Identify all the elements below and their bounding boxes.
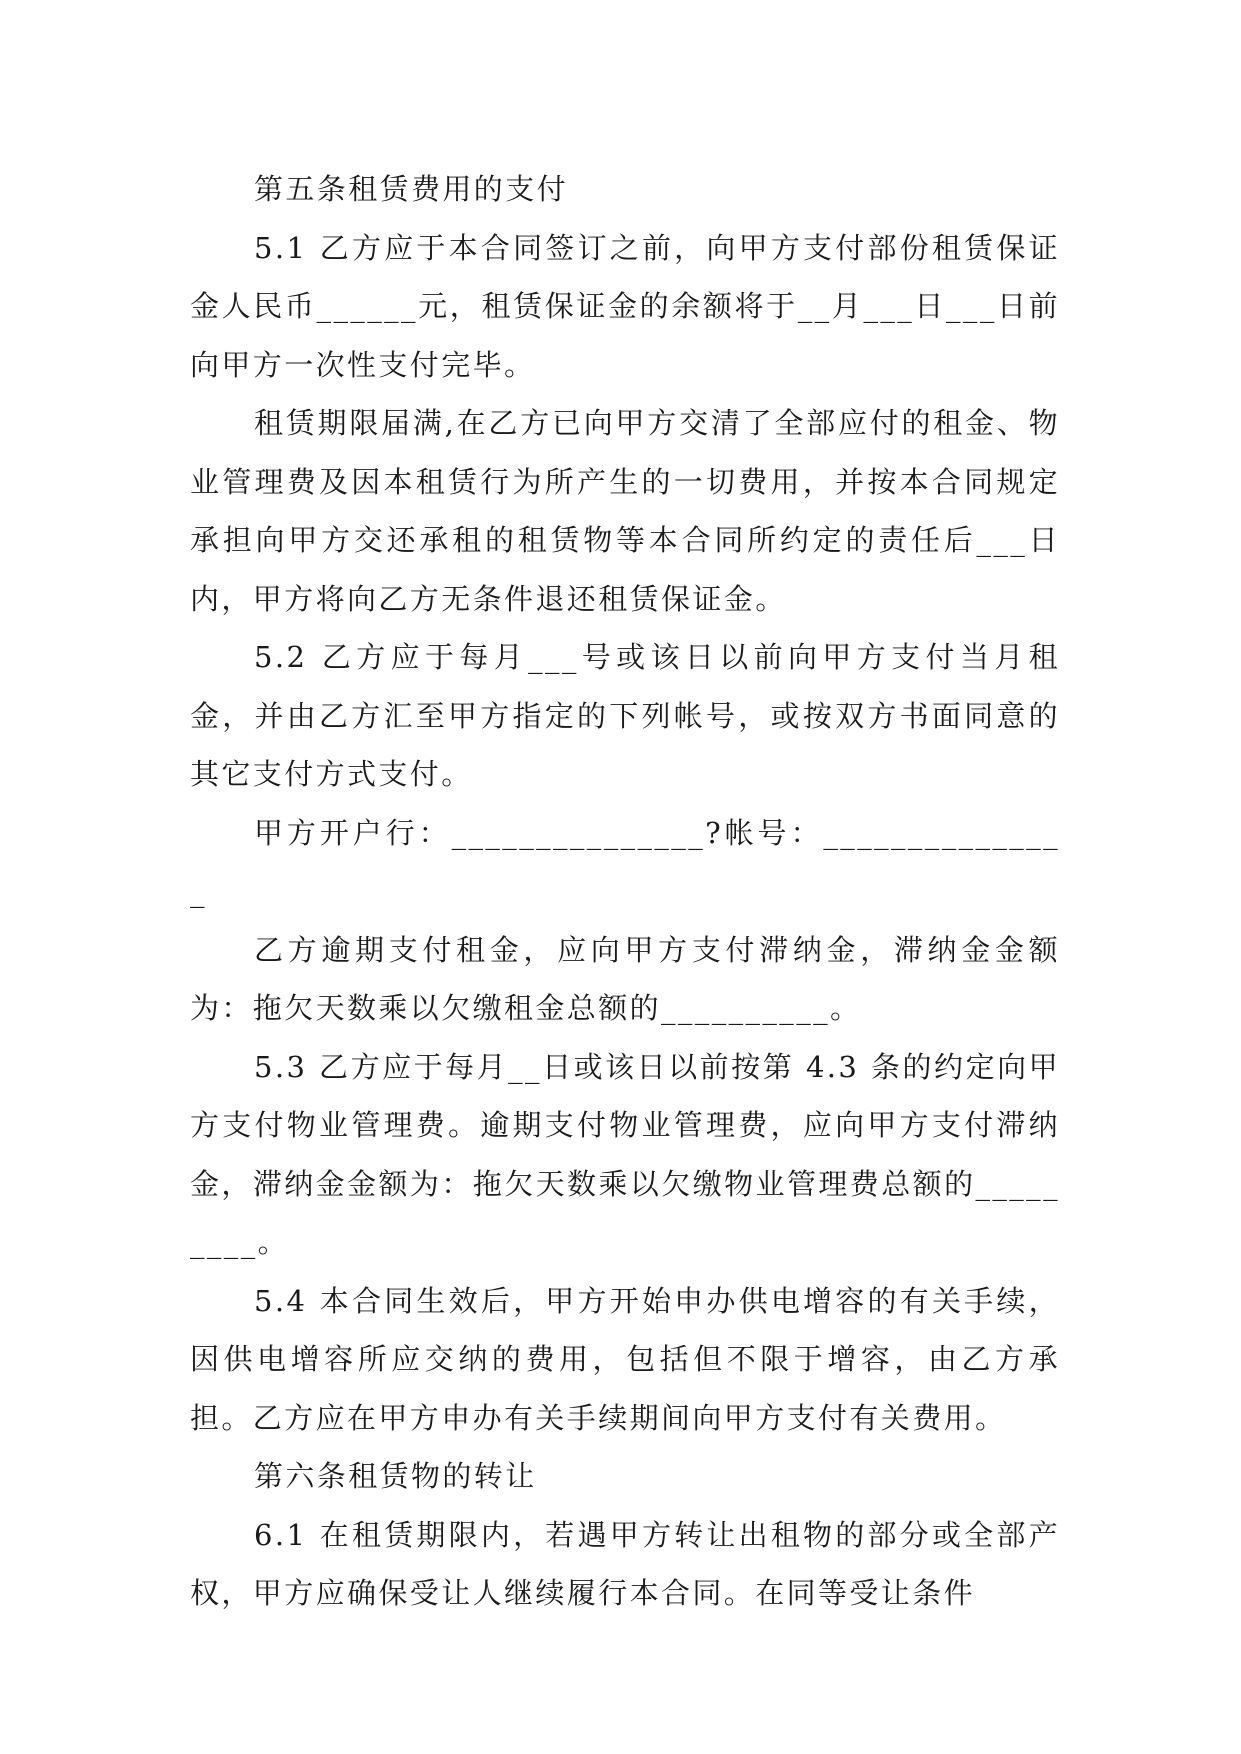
clause-5-1: 5.1 乙方应于本合同签订之前，向甲方支付部份租赁保证金人民币______元，租赁保证金的余额将于__月___日___日前向甲方一次性支付完毕。 xyxy=(190,230,1060,382)
clause-5-2-late-fee: 乙方逾期支付租金，应向甲方支付滞纳金，滞纳金金额为：拖欠天数乘以欠缴租金总额的__________。 xyxy=(190,932,1060,1025)
section-heading-5: 第五条租赁费用的支付 xyxy=(254,172,569,206)
clause-5-1-deposit-return: 租赁期限届满,在乙方已向甲方交清了全部应付的租金、物业管理费及因本租赁行为所产生的一切费用，并按本合同规定承担向甲方交还承租的租赁物等本合同所约定的责任后___日内，甲方将向乙方无条件退还租赁保证金。 xyxy=(190,406,1060,616)
section-heading-6: 第六条租赁物的转让 xyxy=(254,1459,537,1493)
bank-account-line: 甲方开户行：_______________?帐号：_______________ xyxy=(190,815,1060,908)
clause-5-4: 5.4 本合同生效后，甲方开始申办供电增容的有关手续，因供电增容所应交纳的费用，包括但不限于增容，由乙方承担。乙方应在甲方申办有关手续期间向甲方支付有关费用。 xyxy=(190,1283,1060,1435)
clause-5-2: 5.2 乙方应于每月___号或该日以前向甲方支付当月租金，并由乙方汇至甲方指定的下列帐号，或按双方书面同意的其它支付方式支付。 xyxy=(190,640,1060,791)
document-body xyxy=(190,160,1060,1623)
clause-6-1: 6.1 在租赁期限内，若遇甲方转让出租物的部分或全部产权，甲方应确保受让人继续履行本合同。在同等受让条件 xyxy=(190,1517,1060,1610)
clause-5-3: 5.3 乙方应于每月__日或该日以前按第 4.3 条的约定向甲方支付物业管理费。逾期支付物业管理费，应向甲方支付滞纳金，滞纳金金额为：拖欠天数乘以欠缴物业管理费总额的_________。 xyxy=(190,1049,1060,1259)
